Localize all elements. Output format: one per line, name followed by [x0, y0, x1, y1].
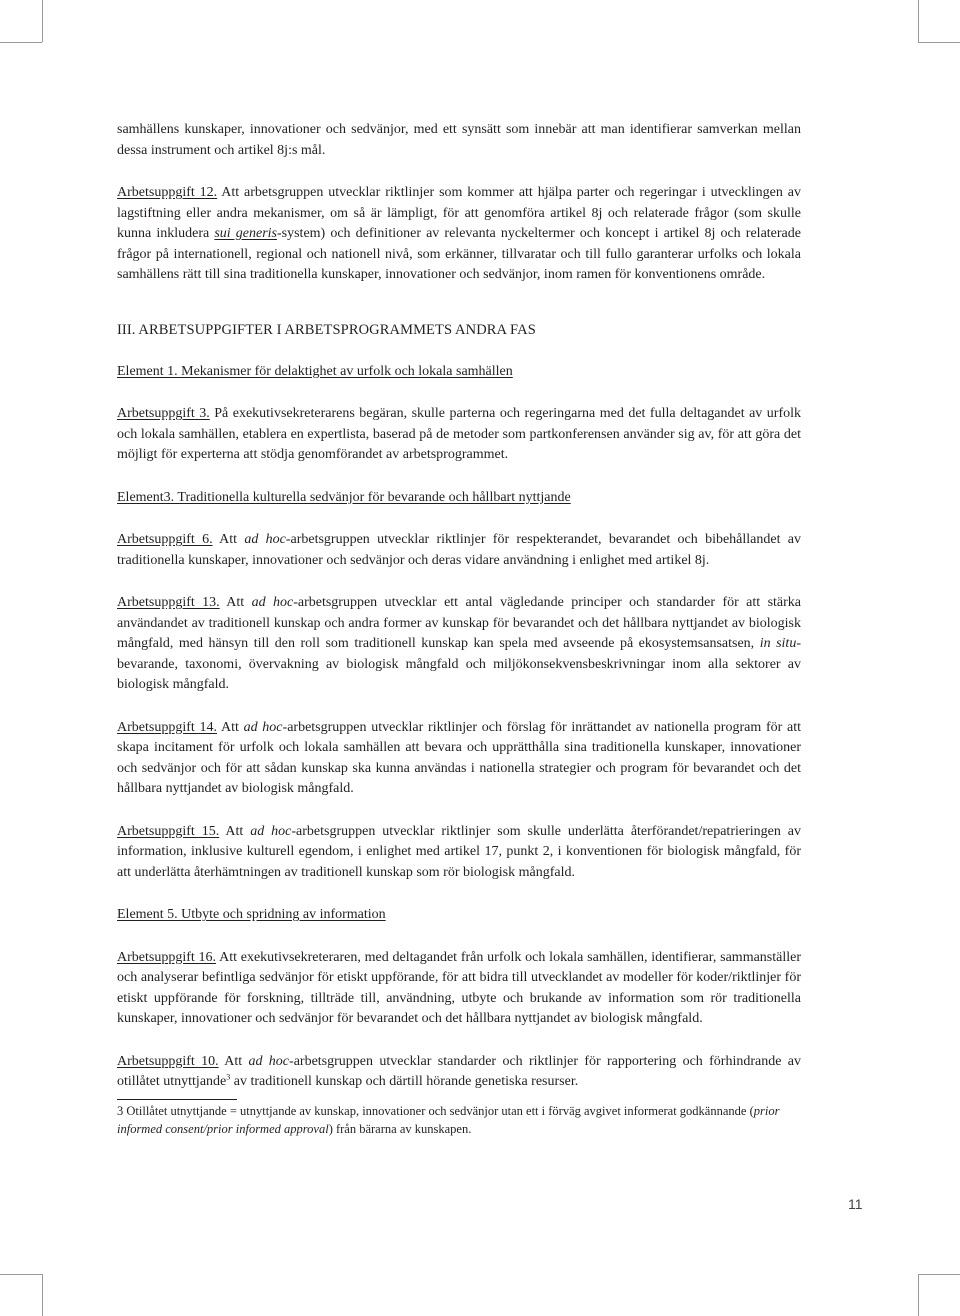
task-16-label: Arbetsuppgift 16. — [117, 949, 217, 965]
task-3-label: Arbetsuppgift 3. — [117, 406, 210, 421]
paragraph-task-6: Arbetsuppgift 6. Att ad hoc-arbetsgruppen utvecklar riktlinjer för respekterandet, bevarandet och bibehållandet av traditionella kunskaper, innovationer och sedvänjor och deras vidare användning i enlighet med artikel 8j. — [117, 532, 802, 568]
paragraph-intro: samhällens kunskaper, innovationer och sedvänjor, med ett synsätt som innebär att man identifierar samverkan mellan dessa instrument och artikel 8j:s mål. — [117, 122, 801, 158]
paragraph-task-3: Arbetsuppgift 3. På exekutivsekreterarens begäran, skulle parterna och regeringarna med det fulla deltagandet av urfolk och lokala samhällen, etablera en expertlista, baserad på de metoder som partkonferensen använder sig av, för att göra det möjligt för experterna att stödja genomförandet av arbetsprogrammet. — [117, 406, 802, 462]
section-heading: III. ARBETSUPPGIFTER I ARBETSPROGRAMMETS ANDRA FAS — [117, 321, 536, 338]
task-13-label: Arbetsuppgift 13. — [117, 595, 220, 610]
paragraph-task-14: Arbetsuppgift 14. Att ad hoc-arbetsgruppen utvecklar riktlinjer och förslag för inrättandet av nationella program för att skapa incitament för urfolk och lokala samhällen att bevara och upprätthålla sina traditionella kunskaper, innovationer och sedvänjor och för att sådan kunskap ska kunna användas i nationella strategier och program för bevarandet och det hållbara nyttjandet av biologisk mångfald. — [117, 719, 801, 796]
crop-mark-top-left — [42, 0, 43, 42]
footnote-divider — [117, 1099, 237, 1100]
crop-mark-top-left-h — [0, 42, 42, 43]
crop-mark-bottom-left-h — [0, 1274, 42, 1275]
paragraph-task-12: Arbetsuppgift 12. Att arbetsgruppen utvecklar riktlinjer som kommer att hjälpa parter och regeringar i utvecklingen av lagstiftning eller andra mekanismer, om så är lämpligt, för att genomföra artikel 8j och relaterade frågor (som skulle kunna inkludera sui generis-system) och definitioner av relevanta nyckeltermer och koncept i artikel 8j och relaterade frågor på internationell, regional och nationell nivå, som erkänner, tillvaratar och till fullo garanterar urfolks och lokala samhällens rätt till sina traditionella kunskaper, innovationer och sedvänjor, inom ramen för konventionens område. — [117, 185, 801, 282]
page-number: 11 — [848, 1196, 863, 1212]
paragraph-task-15: Arbetsuppgift 15. Att ad hoc-arbetsgruppen utvecklar riktlinjer som skulle underlätta återförandet/repatrieringen av information, inklusive kulturell egendom, i enlighet med artikel 17, punkt 2, i konventionen för biologisk mångfald, för att underlätta återhämtningen av traditionell kunskap som rör biologisk mångfald. — [117, 823, 802, 880]
footnote-ref: 3 — [226, 1072, 231, 1082]
crop-mark-bottom-right-h — [918, 1274, 960, 1275]
element-3-heading: Element3. Traditionella kulturella sedvänjor för bevarande och hållbart nyttjande — [117, 489, 571, 505]
task-12-label: Arbetsuppgift 12. — [117, 185, 218, 200]
footnote: 3 Otillåtet utnyttjande = utnyttjande av kunskap, innovationer och sedvänjor utan ett i förväg avgivet informerat godkännande (prior informed consent/prior informed approval) från bärarna av kunskapen. — [117, 1103, 780, 1136]
page-body — [117, 120, 801, 1138]
task-6-label: Arbetsuppgift 6. — [117, 532, 213, 547]
paragraph-task-16: Arbetsuppgift 16. Att exekutivsekreteraren, med deltagandet från urfolk och lokala samhällen, identifierar, sammanställer och analyserar befintliga sedvänjor för etiskt uppförande, för att bidra till utvecklandet av modeller för koder/riktlinjer för etiskt uppförande för forskning, tillträde till, användning, utbyte och brukande av information som rör traditionella kunskaper, innovationer och sedvänjor för bevarandet och det hållbara nyttjandet av biologisk mångfald. — [117, 949, 802, 1026]
paragraph-task-10: Arbetsuppgift 10. Att ad hoc-arbetsgruppen utvecklar standarder och riktlinjer för rapportering och förhindrande av otillåtet utnyttjande$^3$ av traditionell kunskap och därtill hörande genetiska resurser. — [117, 1053, 802, 1089]
crop-mark-bottom-right — [918, 1274, 919, 1316]
task-14-label: Arbetsuppgift 14. — [117, 719, 217, 735]
task-15-label: Arbetsuppgift 15. — [117, 823, 220, 839]
task-10-label: Arbetsuppgift 10. — [117, 1053, 219, 1069]
element-5-heading: Element 5. Utbyte och spridning av information — [117, 907, 386, 922]
crop-mark-top-right — [918, 0, 919, 42]
crop-mark-bottom-left — [42, 1274, 43, 1316]
element-1-heading: Element 1. Mekanismer för delaktighet av urfolk och lokala samhällen — [117, 363, 513, 379]
crop-mark-top-right-h — [918, 42, 960, 43]
paragraph-task-13: Arbetsuppgift 13. Att ad hoc-arbetsgruppen utvecklar ett antal vägledande principer och standarder för att stärka användandet av traditionell kunskap och andra former av kunskap för bevarandet och det hållbara nyttjandet av biologisk mångfald, med hänsyn till den roll som traditionell kunskap kan spela med avseende på ekosystemsansatsen, in situ-bevarande, taxonomi, övervakning av biologisk mångfald och miljökonsekvensbeskrivningar inom alla sektorer av biologisk mångfald. — [117, 595, 802, 692]
